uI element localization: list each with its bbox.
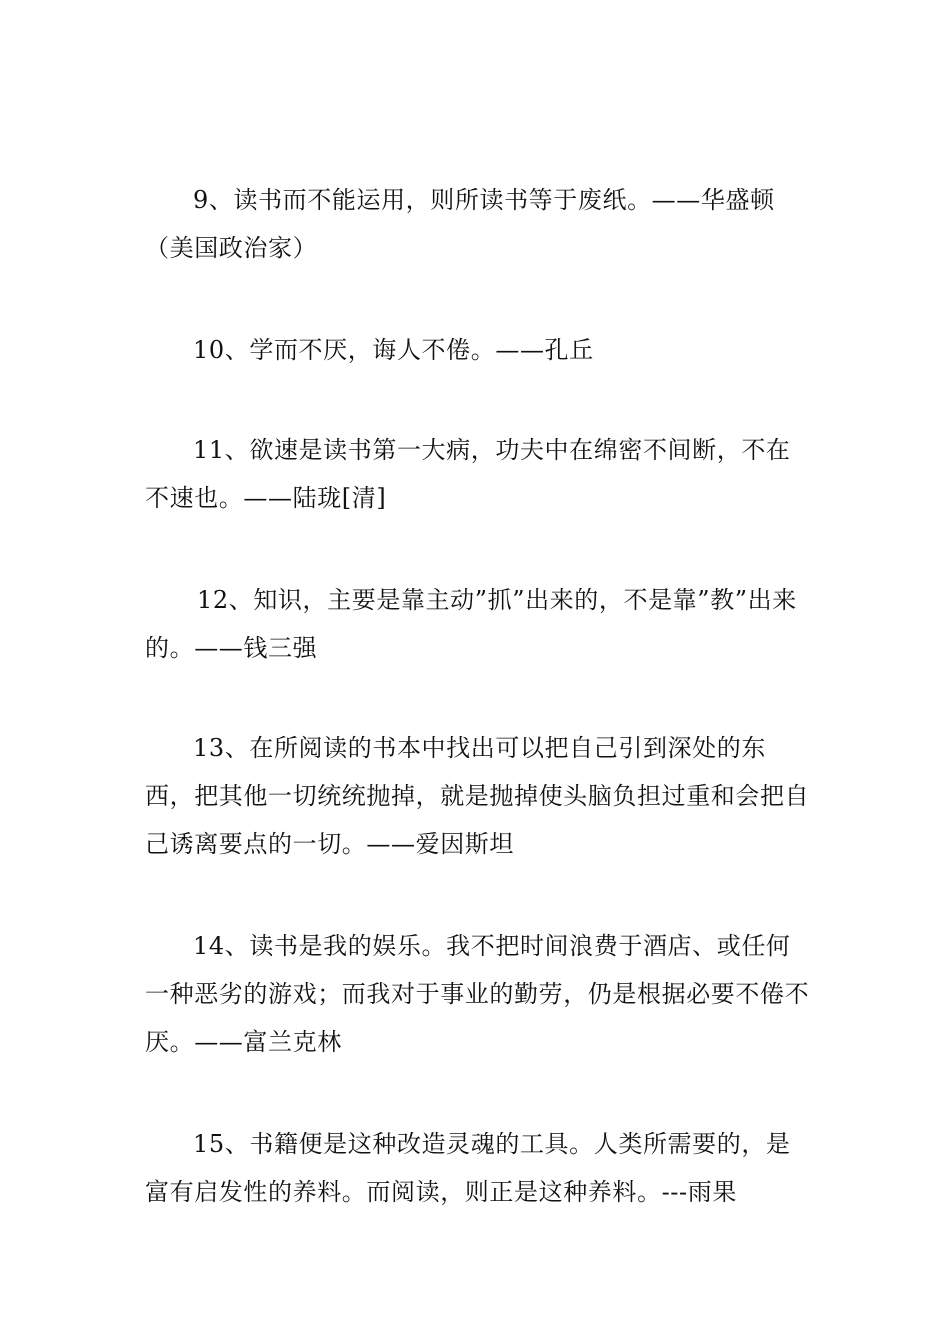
quote-paragraph-12: 12、知识，主要是靠主动”抓”出来的，不是靠”教”出来的。——钱三强 xyxy=(145,586,797,662)
quote-paragraph-14: 14、读书是我的娱乐。我不把时间浪费于酒店、或任何一种恶劣的游戏；而我对于事业的勤劳，仍是根据必要不倦不厌。——富兰克林 xyxy=(145,932,810,1056)
quote-paragraph-13: 13、在所阅读的书本中找出可以把自己引到深处的东西，把其他一切统统抛掉，就是抛掉使头脑负担过重和会把自己诱离要点的一切。——爱因斯坦 xyxy=(145,734,810,858)
quote-paragraph-15: 15、书籍便是这种改造灵魂的工具。人类所需要的，是富有启发性的养料。而阅读，则正是这种养料。---雨果 xyxy=(145,1130,791,1206)
quote-paragraph-10: 10、学而不厌，诲人不倦。——孔丘 xyxy=(193,336,594,364)
quote-paragraph-9: 9、读书而不能运用，则所读书等于废纸。——华盛顿（美国政治家） xyxy=(145,186,775,262)
quote-paragraph-11: 11、欲速是读书第一大病，功夫中在绵密不间断，不在不速也。——陆珑[清] xyxy=(145,436,791,512)
